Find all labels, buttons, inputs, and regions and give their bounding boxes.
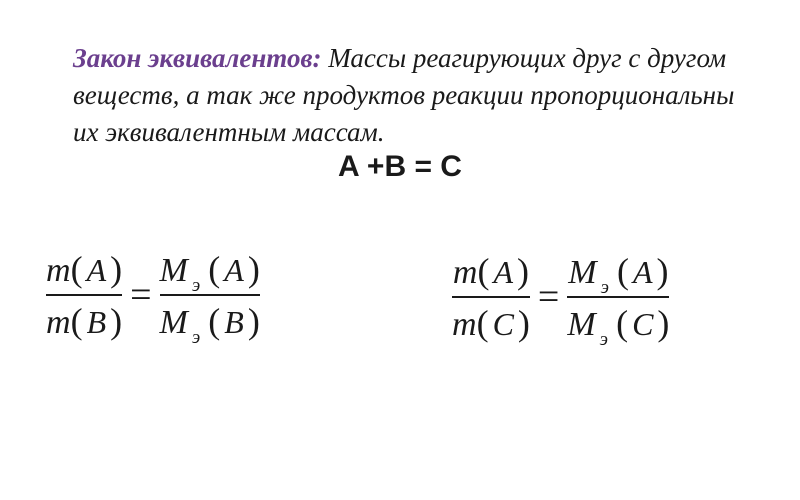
formula-a-b (46, 248, 260, 348)
fraction-bar (567, 296, 669, 298)
law-statement (73, 40, 753, 151)
reaction-equation: A +B = C (338, 150, 462, 183)
equals-sign: = (537, 276, 560, 318)
numerator: m( A ) (452, 251, 529, 291)
mass-ratio-fraction (452, 250, 530, 344)
equivalent-mass-ratio-fraction (159, 248, 260, 348)
formula-a-c (452, 250, 670, 350)
denominator: M э ( C ) (567, 303, 670, 350)
fraction-bar (46, 294, 122, 296)
mass-ratio-fraction (46, 248, 122, 342)
denominator: m( B ) (46, 301, 123, 341)
equivalent-mass-ratio-fraction (567, 250, 670, 350)
law-body: Массы реагирующих друг с другом веществ, а так же продуктов реакции пропорциональны их эквивалентным массам. (73, 43, 735, 147)
numerator: m( A ) (46, 249, 123, 289)
denominator: m( C ) (452, 303, 530, 343)
law-title: Закон эквивалентов: (73, 43, 322, 73)
denominator: M э ( B ) (159, 301, 260, 348)
fraction-bar (160, 294, 260, 296)
numerator: M э ( A ) (159, 249, 260, 296)
numerator: M э ( A ) (568, 251, 669, 298)
equals-sign: = (130, 274, 152, 316)
fraction-bar (452, 296, 530, 298)
